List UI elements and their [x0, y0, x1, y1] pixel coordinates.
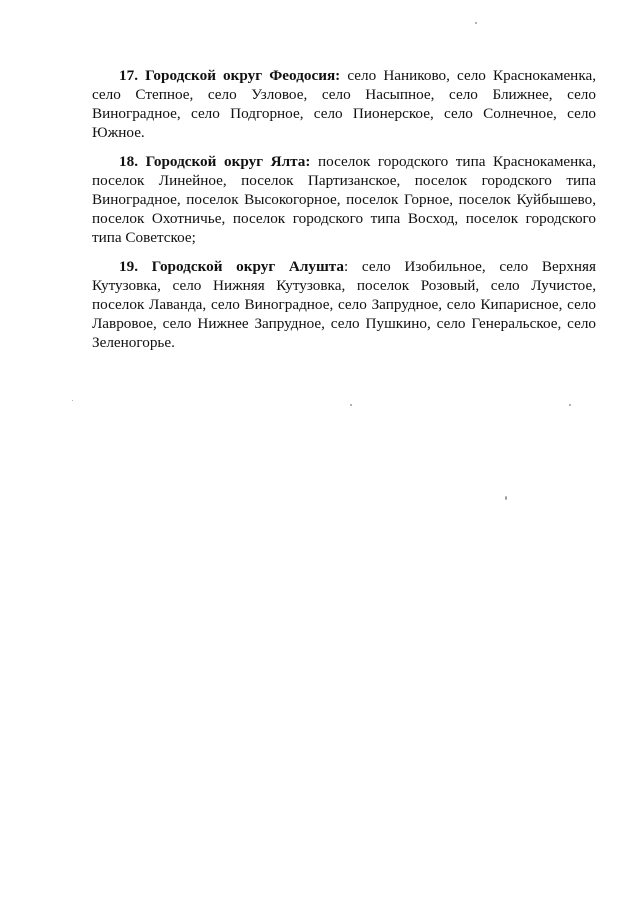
scan-speck: [569, 404, 571, 406]
paragraph-text: поселок городского типа Краснокаменка, поселок Линейное, поселок Партизанское, поселок городского типа Виноградное, поселок Высокогорное, поселок Горное, поселок Куйбышево, поселок Охотничье, поселок городского типа Восход, поселок городского типа Советское;: [92, 153, 596, 246]
paragraph-heading: 19. Городской округ Алушта: [119, 258, 345, 275]
paragraph-alushta: [92, 257, 596, 352]
paragraph-text: : село Изобильное, село Верхняя Кутузовка, село Нижняя Кутузовка, поселок Розовый, село Лучистое, поселок Лаванда, село Виноградное, село Запрудное, село Кипарисное, село Лавровое, село Нижнее Запрудное, село Пушкино, село Генеральское, село Зеленогорье.: [92, 258, 596, 351]
document-body: [92, 66, 596, 362]
scan-speck: [475, 22, 477, 24]
paragraph-yalta: [92, 152, 596, 247]
paragraph-feodosia: [92, 66, 596, 142]
scan-speck: [505, 496, 507, 500]
paragraph-text: село Наниково, село Краснокаменка, село Степное, село Узловое, село Насыпное, село Ближнее, село Виноградное, село Подгорное, село Пионерское, село Солнечное, село Южное.: [92, 67, 596, 141]
scan-speck: [350, 404, 352, 406]
scan-speck: [72, 400, 73, 401]
paragraph-heading: 17. Городской округ Феодосия:: [119, 67, 341, 84]
paragraph-heading: 18. Городской округ Ялта:: [119, 153, 311, 170]
